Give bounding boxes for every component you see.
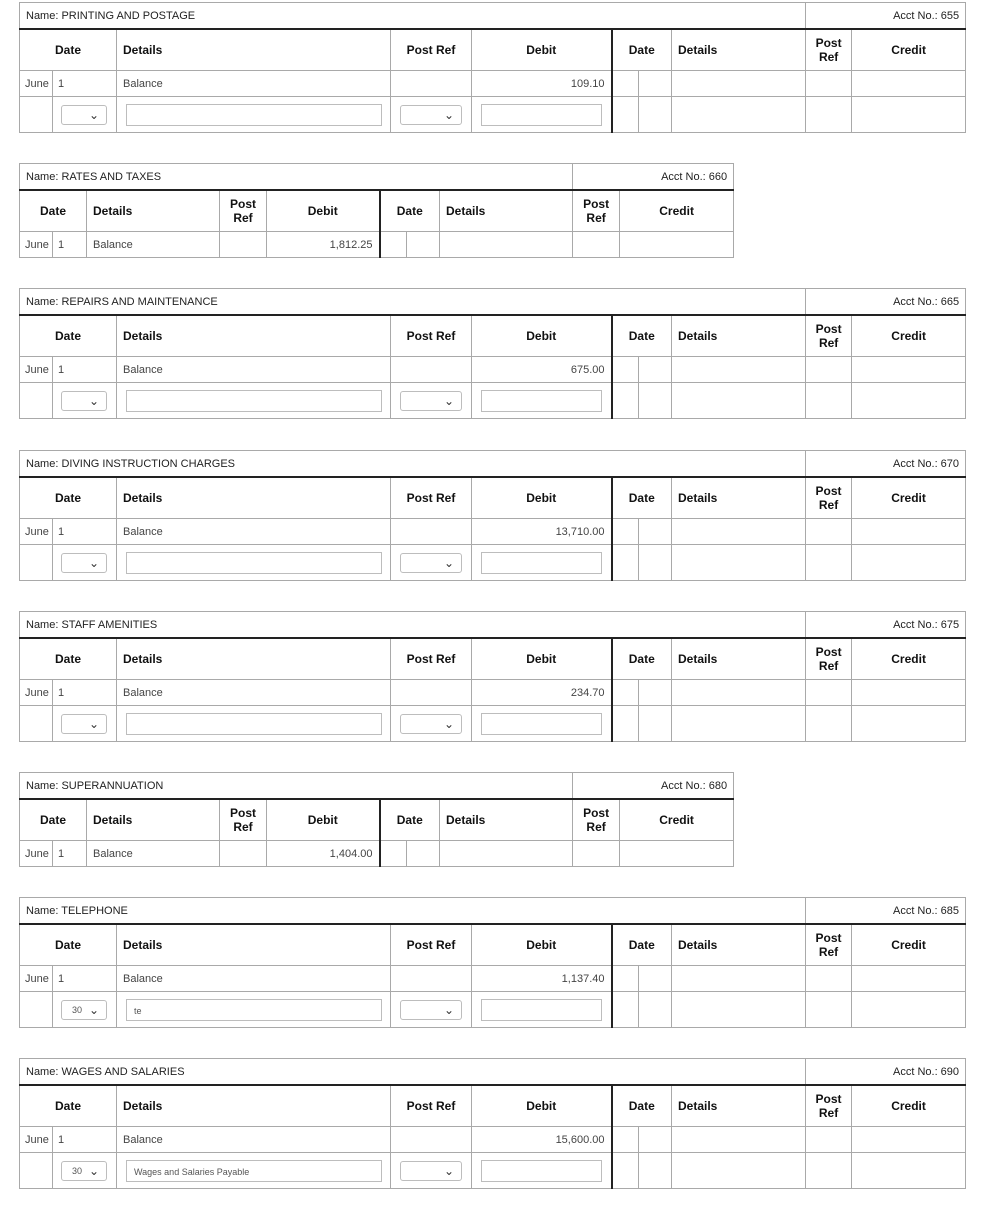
details-header: Details bbox=[672, 924, 806, 966]
balance-month: June bbox=[20, 1127, 53, 1153]
entry-row bbox=[20, 545, 966, 581]
details-header: Details bbox=[440, 190, 573, 232]
balance-row bbox=[20, 1127, 966, 1153]
post-ref-select[interactable] bbox=[400, 1161, 462, 1181]
post-ref-header: Post Ref bbox=[806, 1085, 852, 1127]
chevron-down-icon: ⌄ bbox=[88, 393, 99, 408]
balance-month: June bbox=[20, 519, 53, 545]
post-ref-header: Post Ref bbox=[391, 924, 472, 966]
date-select[interactable] bbox=[61, 105, 107, 125]
entry-row bbox=[20, 1153, 966, 1189]
credit-header: Credit bbox=[852, 1085, 966, 1127]
date-header: Date bbox=[612, 638, 672, 680]
date-header: Date bbox=[612, 1085, 672, 1127]
account-name: Name: STAFF AMENITIES bbox=[20, 612, 806, 639]
balance-details: Balance bbox=[117, 519, 391, 545]
details-header: Details bbox=[117, 1085, 391, 1127]
date-header: Date bbox=[612, 29, 672, 71]
details-header: Details bbox=[117, 477, 391, 519]
post-ref-header: Post Ref bbox=[391, 477, 472, 519]
details-input[interactable]: Wages and Salaries Payable bbox=[126, 1160, 382, 1182]
post-ref-header: Post Ref bbox=[391, 1085, 472, 1127]
post-ref-header: Post Ref bbox=[806, 638, 852, 680]
debit-input[interactable] bbox=[481, 390, 602, 412]
balance-row bbox=[20, 841, 734, 867]
debit-input[interactable] bbox=[481, 713, 602, 735]
balance-day: 1 bbox=[53, 680, 117, 706]
account-number: Acct No.: 655 bbox=[806, 3, 966, 30]
date-header: Date bbox=[612, 924, 672, 966]
ledger-repairs-and-maintenance bbox=[19, 288, 966, 419]
debit-input[interactable] bbox=[481, 552, 602, 574]
details-header: Details bbox=[672, 315, 806, 357]
balance-debit: 1,812.25 bbox=[267, 232, 380, 258]
chevron-down-icon: ⌄ bbox=[443, 555, 454, 570]
balance-day: 1 bbox=[53, 966, 117, 992]
debit-input[interactable] bbox=[481, 104, 602, 126]
post-ref-header: Post Ref bbox=[220, 190, 267, 232]
post-ref-select[interactable] bbox=[400, 105, 462, 125]
balance-details: Balance bbox=[87, 232, 220, 258]
balance-month: June bbox=[20, 357, 53, 383]
credit-date-month bbox=[612, 71, 639, 97]
post-ref-select[interactable] bbox=[400, 714, 462, 734]
ledger-telephone bbox=[19, 897, 966, 1028]
details-input[interactable] bbox=[126, 713, 382, 735]
chevron-down-icon: ⌄ bbox=[88, 716, 99, 731]
credit-date-day bbox=[639, 71, 672, 97]
details-header: Details bbox=[440, 799, 573, 841]
post-ref-header: Post Ref bbox=[220, 799, 267, 841]
debit-header: Debit bbox=[472, 1085, 612, 1127]
post-ref-select[interactable] bbox=[400, 553, 462, 573]
balance-details: Balance bbox=[117, 1127, 391, 1153]
account-number: Acct No.: 675 bbox=[806, 612, 966, 639]
balance-debit: 675.00 bbox=[472, 357, 612, 383]
balance-post-ref bbox=[220, 232, 267, 258]
ledger-staff-amenities bbox=[19, 611, 966, 742]
balance-details: Balance bbox=[117, 680, 391, 706]
details-header: Details bbox=[672, 477, 806, 519]
post-ref-header: Post Ref bbox=[573, 190, 620, 232]
balance-post-ref bbox=[391, 71, 472, 97]
balance-row bbox=[20, 357, 966, 383]
account-name: Name: SUPERANNUATION bbox=[20, 773, 573, 800]
account-name: Name: WAGES AND SALARIES bbox=[20, 1059, 806, 1086]
date-header: Date bbox=[612, 315, 672, 357]
details-header: Details bbox=[672, 29, 806, 71]
account-number: Acct No.: 680 bbox=[573, 773, 734, 800]
chevron-down-icon: ⌄ bbox=[443, 716, 454, 731]
balance-month: June bbox=[20, 841, 53, 867]
balance-month: June bbox=[20, 232, 53, 258]
ledger-printing-and-postage bbox=[19, 2, 966, 133]
account-name: Name: PRINTING AND POSTAGE bbox=[20, 3, 806, 30]
date-header: Date bbox=[380, 190, 440, 232]
balance-month: June bbox=[20, 966, 53, 992]
balance-details: Balance bbox=[87, 841, 220, 867]
chevron-down-icon: ⌄ bbox=[88, 107, 99, 122]
details-header: Details bbox=[87, 190, 220, 232]
balance-row bbox=[20, 680, 966, 706]
credit-header: Credit bbox=[620, 799, 734, 841]
date-select[interactable] bbox=[61, 553, 107, 573]
balance-debit: 109.10 bbox=[472, 71, 612, 97]
date-header: Date bbox=[20, 1085, 117, 1127]
debit-header: Debit bbox=[472, 29, 612, 71]
post-ref-select[interactable] bbox=[400, 391, 462, 411]
date-header: Date bbox=[612, 477, 672, 519]
details-header: Details bbox=[117, 924, 391, 966]
credit-header: Credit bbox=[852, 477, 966, 519]
balance-day: 1 bbox=[53, 841, 87, 867]
chevron-down-icon: ⌄ bbox=[443, 1002, 454, 1017]
debit-input[interactable] bbox=[481, 1160, 602, 1182]
account-number: Acct No.: 665 bbox=[806, 289, 966, 316]
credit-amount bbox=[852, 71, 966, 97]
date-header: Date bbox=[20, 29, 117, 71]
debit-header: Debit bbox=[472, 477, 612, 519]
details-input[interactable] bbox=[126, 552, 382, 574]
balance-day: 1 bbox=[53, 519, 117, 545]
credit-header: Credit bbox=[852, 315, 966, 357]
chevron-down-icon: ⌄ bbox=[443, 107, 454, 122]
balance-details: Balance bbox=[117, 357, 391, 383]
details-input[interactable]: te bbox=[126, 999, 382, 1021]
balance-row bbox=[20, 519, 966, 545]
account-number: Acct No.: 690 bbox=[806, 1059, 966, 1086]
balance-day: 1 bbox=[53, 1127, 117, 1153]
account-name: Name: REPAIRS AND MAINTENANCE bbox=[20, 289, 806, 316]
credit-post-ref bbox=[806, 71, 852, 97]
ledger-superannuation bbox=[19, 772, 734, 867]
account-name: Name: TELEPHONE bbox=[20, 898, 806, 925]
date-header: Date bbox=[20, 190, 87, 232]
ledger-wages-and-salaries bbox=[19, 1058, 966, 1189]
details-header: Details bbox=[117, 29, 391, 71]
chevron-down-icon: ⌄ bbox=[88, 555, 99, 570]
balance-details: Balance bbox=[117, 71, 391, 97]
balance-day: 1 bbox=[53, 232, 87, 258]
entry-row bbox=[20, 383, 966, 419]
debit-header: Debit bbox=[267, 799, 380, 841]
balance-day: 1 bbox=[53, 71, 117, 97]
date-header: Date bbox=[20, 638, 117, 680]
balance-debit: 15,600.00 bbox=[472, 1127, 612, 1153]
credit-header: Credit bbox=[852, 29, 966, 71]
chevron-down-icon: ⌄ bbox=[443, 1163, 454, 1178]
balance-debit: 234.70 bbox=[472, 680, 612, 706]
debit-header: Debit bbox=[472, 638, 612, 680]
debit-header: Debit bbox=[472, 315, 612, 357]
ledger-diving-instruction-charges bbox=[19, 450, 966, 581]
date-select[interactable]: 30 ⌄ bbox=[61, 1161, 107, 1181]
post-ref-select[interactable] bbox=[400, 1000, 462, 1020]
credit-details bbox=[672, 71, 806, 97]
details-header: Details bbox=[672, 638, 806, 680]
debit-input[interactable] bbox=[481, 999, 602, 1021]
balance-details: Balance bbox=[117, 966, 391, 992]
date-select[interactable] bbox=[61, 391, 107, 411]
balance-month: June bbox=[20, 71, 53, 97]
balance-row bbox=[20, 966, 966, 992]
balance-debit: 1,404.00 bbox=[267, 841, 380, 867]
account-number: Acct No.: 660 bbox=[573, 164, 734, 191]
account-number: Acct No.: 685 bbox=[806, 898, 966, 925]
post-ref-header: Post Ref bbox=[391, 315, 472, 357]
entry-row bbox=[20, 706, 966, 742]
account-name: Name: DIVING INSTRUCTION CHARGES bbox=[20, 451, 806, 478]
post-ref-header: Post Ref bbox=[806, 29, 852, 71]
chevron-down-icon: ⌄ bbox=[88, 1163, 99, 1178]
post-ref-header: Post Ref bbox=[806, 924, 852, 966]
details-input[interactable] bbox=[126, 390, 382, 412]
date-header: Date bbox=[20, 924, 117, 966]
details-header: Details bbox=[117, 315, 391, 357]
balance-day: 1 bbox=[53, 357, 117, 383]
balance-row bbox=[20, 232, 734, 258]
account-name: Name: RATES AND TAXES bbox=[20, 164, 573, 191]
chevron-down-icon: ⌄ bbox=[88, 1002, 99, 1017]
post-ref-header: Post Ref bbox=[806, 315, 852, 357]
details-header: Details bbox=[672, 1085, 806, 1127]
ledger-rates-and-taxes bbox=[19, 163, 734, 258]
date-select[interactable] bbox=[61, 714, 107, 734]
credit-header: Credit bbox=[852, 638, 966, 680]
date-header: Date bbox=[380, 799, 440, 841]
date-header: Date bbox=[20, 799, 87, 841]
date-header: Date bbox=[20, 477, 117, 519]
entry-row bbox=[20, 97, 966, 133]
post-ref-header: Post Ref bbox=[573, 799, 620, 841]
debit-header: Debit bbox=[267, 190, 380, 232]
credit-header: Credit bbox=[620, 190, 734, 232]
details-input[interactable] bbox=[126, 104, 382, 126]
date-header: Date bbox=[20, 315, 117, 357]
date-select[interactable]: 30 ⌄ bbox=[61, 1000, 107, 1020]
details-header: Details bbox=[87, 799, 220, 841]
chevron-down-icon: ⌄ bbox=[443, 393, 454, 408]
account-number: Acct No.: 670 bbox=[806, 451, 966, 478]
balance-month: June bbox=[20, 680, 53, 706]
post-ref-header: Post Ref bbox=[391, 29, 472, 71]
details-header: Details bbox=[117, 638, 391, 680]
post-ref-header: Post Ref bbox=[391, 638, 472, 680]
post-ref-header: Post Ref bbox=[806, 477, 852, 519]
debit-header: Debit bbox=[472, 924, 612, 966]
balance-row bbox=[20, 71, 966, 97]
balance-debit: 1,137.40 bbox=[472, 966, 612, 992]
balance-debit: 13,710.00 bbox=[472, 519, 612, 545]
credit-header: Credit bbox=[852, 924, 966, 966]
entry-row bbox=[20, 992, 966, 1028]
